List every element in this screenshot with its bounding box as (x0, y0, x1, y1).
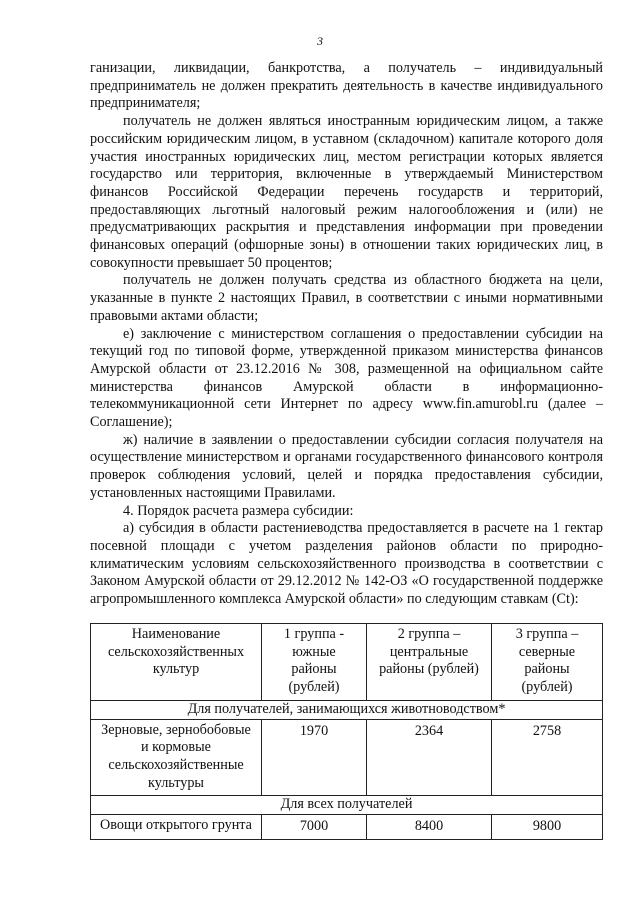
paragraph-budget-funds: получатель не должен получать средства из областного бюджета на цели, указанные в пункте 2 настоящих Правил, в соответствии с иными нормативными правовыми актами области; (90, 272, 603, 324)
cell-group-3: 2758 (492, 719, 603, 796)
document-body (90, 60, 603, 609)
cell-group-1: 1970 (262, 719, 367, 796)
paragraph-section-4: 4. Порядок расчета размера субсидии: (123, 502, 354, 519)
cell-group-3: 9800 (492, 815, 603, 840)
cell-crop: Овощи открытого грунта (91, 815, 262, 840)
paragraph-agreement: е) заключение с министерством соглашения о предоставлении субсидии на текущий год по типовой форме, утвержденной приказом министерства финансов Амурской области от 23.12.2016 № 308, размещенной на официальном сайте министерства финансов Амурской области в информационно-телекоммуникационной сети Интернет по адресу www.fin.amurobl.ru (далее – Соглашение); (90, 325, 603, 431)
paragraph-4a: а) субсидия в области растениеводства предоставляется в расчете на 1 гектар посевной площади с учетом разделения районов области по природно-климатическим условиям сельскохозяйственного производства в соответствии с Законом Амурской области от 29.12.2012 № 142-ОЗ «О государственной поддержке агропромышленного комплекса Амурской области» по следующим ставкам (Сt): (90, 520, 603, 608)
paragraph-continuation: ганизации, ликвидации, банкротства, а получатель – индивидуальный предприниматель не должен прекратить деятельность в качестве индивидуального предпринимателя; (90, 60, 603, 112)
table-row (91, 719, 603, 796)
table-row (91, 815, 603, 840)
cell-group-2: 2364 (367, 719, 492, 796)
table-header-row (91, 624, 603, 701)
paragraph-foreign-entity: получатель не должен являться иностранным юридическим лицом, а также российским юридическим лицом, в уставном (складочном) капитале которого доля участия иностранных юридических лиц, местом регистрации которых является государство или территория, включенные в утверждаемый Министерством финансов Российской Федерации перечень государств и территорий, предоставляющих льготный налоговый режим налогообложения и (или) не предусматривающих раскрытия и представления информации при проведении финансовых операций (офшорные зоны) в отношении таких юридических лиц, в совокупности превышает 50 процентов; (90, 113, 603, 271)
header-group-3: 3 группа – северные районы (рублей) (492, 624, 603, 701)
section-title-all: Для всех получателей (91, 796, 603, 815)
section-title-livestock: Для получателей, занимающихся животноводством* (91, 700, 603, 719)
header-group-1: 1 группа - южные районы (рублей) (262, 624, 367, 701)
header-crop: Наименование сельскохозяйственных культур (91, 624, 262, 701)
paragraph-consent: ж) наличие в заявлении о предоставлении субсидии согласия получателя на осуществление министерством и органами государственного финансового контроля проверок соблюдения условий, целей и порядка предоставления субсидии, установленных настоящими Правилами. (90, 431, 603, 501)
cell-crop: Зерновые, зернобобовые и кормовые сельскохозяйственные культуры (91, 719, 262, 796)
table-section-row (91, 796, 603, 815)
page-number: 3 (317, 34, 323, 48)
table-section-row (91, 700, 603, 719)
cell-group-2: 8400 (367, 815, 492, 840)
cell-group-1: 7000 (262, 815, 367, 840)
header-group-2: 2 группа – центральные районы (рублей) (367, 624, 492, 701)
subsidy-rates-table (90, 623, 603, 840)
